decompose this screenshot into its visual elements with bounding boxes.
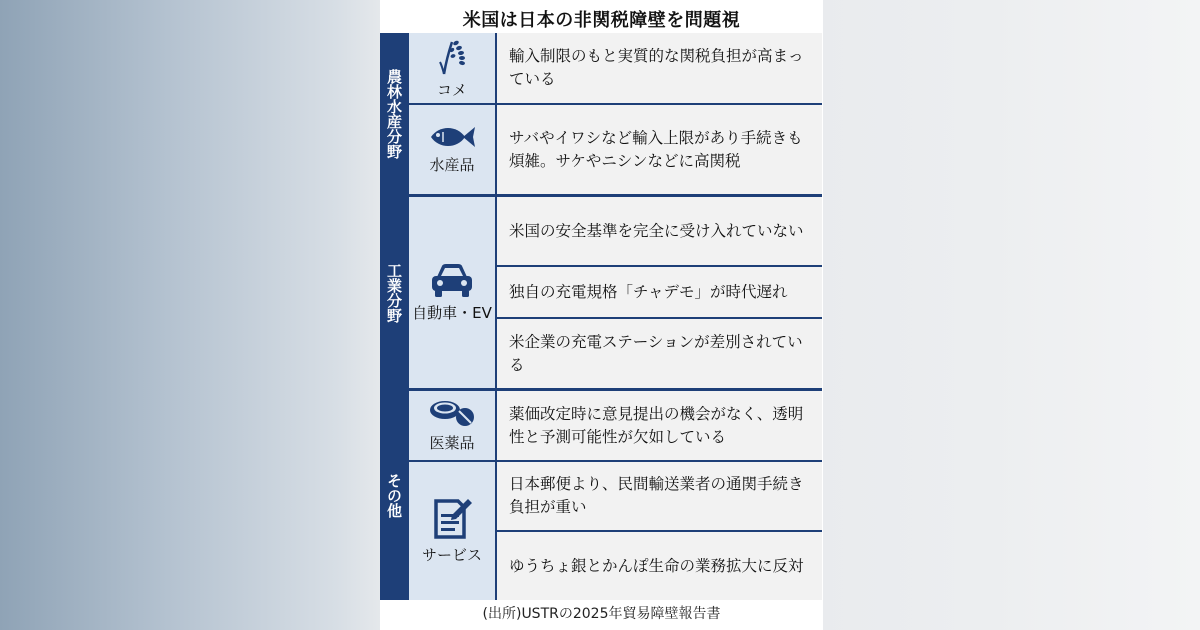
barrier-item: 米国の安全基準を完全に受け入れていない <box>497 197 822 265</box>
barrier-item: ゆうちょ銀とかんぽ生命の業務拡大に反対 <box>497 532 822 600</box>
fish-icon <box>427 123 477 151</box>
source-note: (出所)USTRの2025年貿易障壁報告書 <box>482 606 721 622</box>
car-icon <box>429 261 475 299</box>
barrier-item: 輸入制限のもと実質的な関税負担が高まっている <box>497 33 822 103</box>
barriers-table <box>380 33 822 600</box>
category-row-auto <box>407 197 822 388</box>
infographic-title: 米国は日本の非関税障壁を問題視 <box>462 10 741 31</box>
category-label: サービス <box>421 545 482 564</box>
category-row-seafood <box>407 105 822 194</box>
rice-plant-icon <box>432 36 472 76</box>
section-agriculture <box>380 33 822 194</box>
pills-icon <box>427 397 477 429</box>
section-label: 農林水産分野 <box>385 68 403 159</box>
category-label: コメ <box>436 80 467 99</box>
section-label: その他 <box>385 473 403 518</box>
barrier-item: 日本郵便より、民間輸送業者の通関手続き負担が重い <box>497 462 822 530</box>
category-cell <box>409 105 495 194</box>
barrier-item: 薬価改定時に意見提出の機会がなく、透明性と予測可能性が欠如している <box>497 391 822 460</box>
barrier-item: 独自の充電規格「チャデモ」が時代遅れ <box>497 267 822 317</box>
items-cell <box>497 391 822 460</box>
category-label: 自動車・EV <box>412 304 492 323</box>
barrier-item: サバやイワシなど輸入上限があり手続きも煩雑。サケやニシンなどに高関税 <box>497 105 822 194</box>
infographic-card <box>380 0 823 630</box>
category-cell <box>409 33 495 103</box>
category-row-services <box>407 462 822 600</box>
category-label: 水産品 <box>429 156 475 175</box>
items-cell <box>497 197 822 388</box>
section-industry <box>380 197 822 388</box>
items-cell <box>497 462 822 600</box>
category-row-pharma <box>407 391 822 460</box>
section-other <box>380 391 822 600</box>
barrier-item: 米企業の充電ステーションが差別されている <box>497 319 822 388</box>
section-label: 工業分野 <box>385 262 403 323</box>
category-cell <box>409 197 495 388</box>
category-row-rice <box>407 33 822 103</box>
category-label: 医薬品 <box>429 434 475 453</box>
document-pen-icon <box>430 497 474 541</box>
items-cell <box>497 105 822 194</box>
category-cell <box>409 391 495 460</box>
items-cell <box>497 33 822 103</box>
category-cell <box>409 462 495 600</box>
